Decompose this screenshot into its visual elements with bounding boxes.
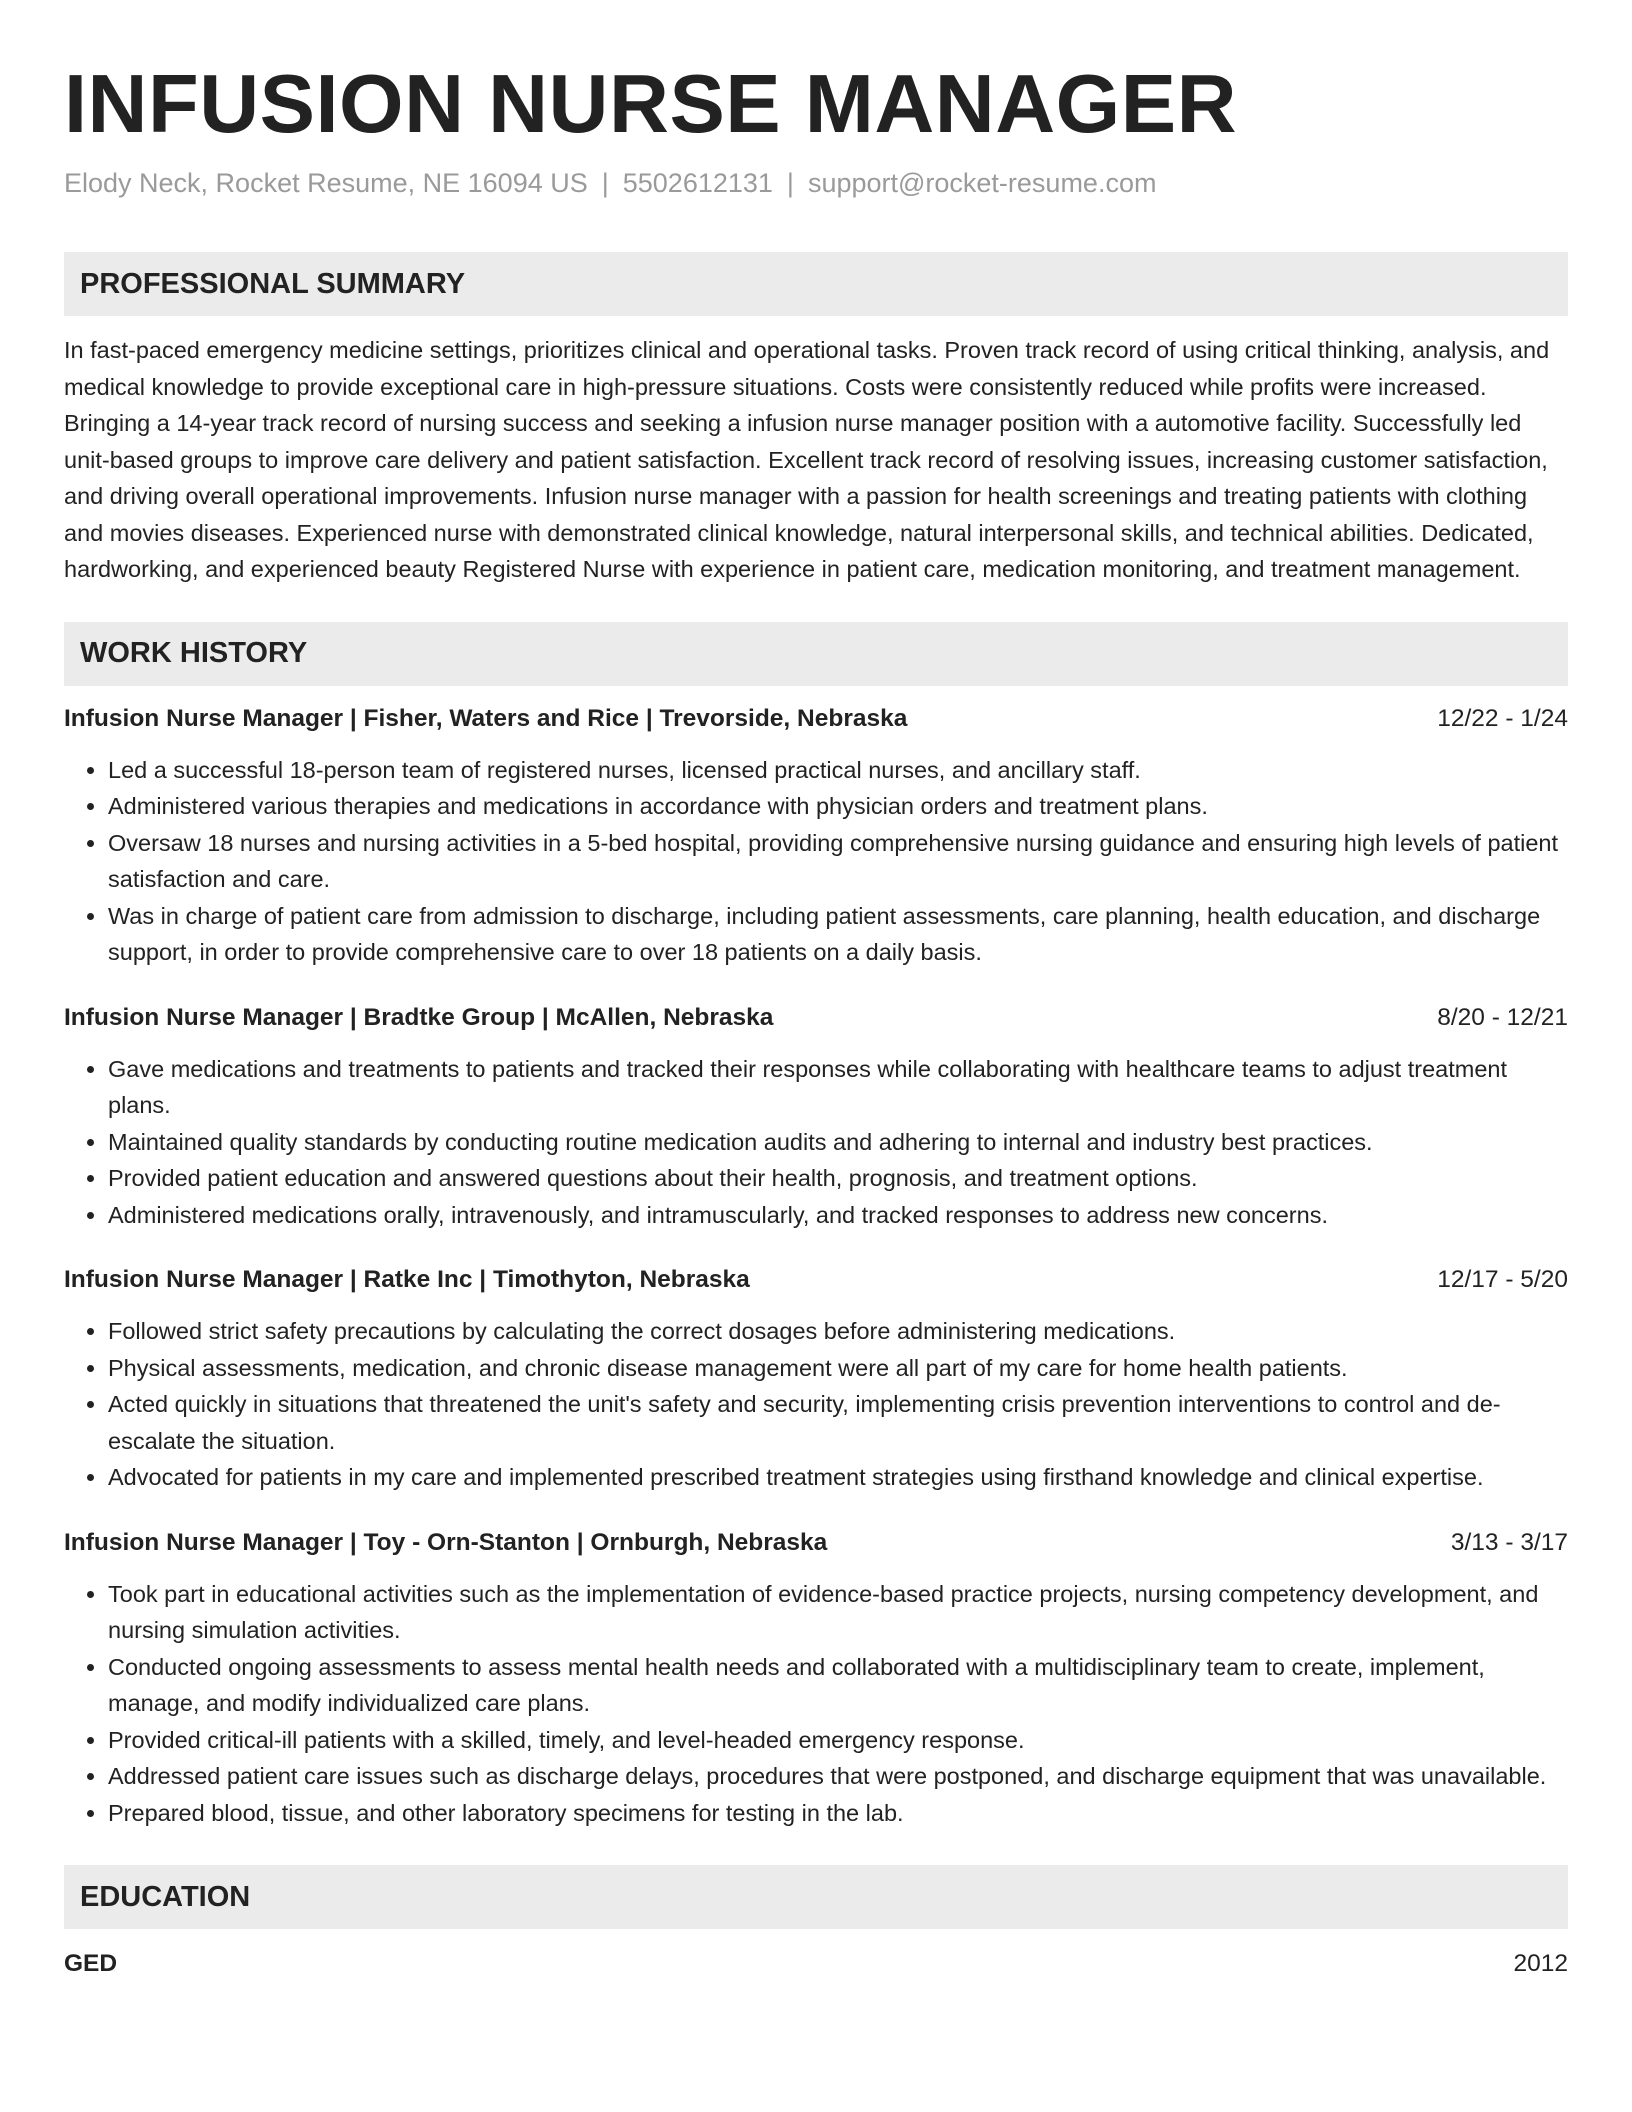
job-header: [64, 1526, 1568, 1560]
job-bullet: • Conducted ongoing assessments to assess mental health needs and collaborated with a multidisciplinary team to create, implement, manage, and modify individualized care plans.: [108, 1649, 1568, 1722]
job-bullet: • Led a successful 18-person team of registered nurses, licensed practical nurses, and ancillary staff.: [108, 752, 1568, 789]
job-dates: 3/13 - 3/17: [1450, 1528, 1568, 1556]
job-bullet: • Advocated for patients in my care and implemented prescribed treatment strategies using firsthand knowledge and clinical expertise.: [108, 1459, 1568, 1496]
job-bullet: • Physical assessments, medication, and chronic disease management were all part of my care for home health patients.: [108, 1350, 1568, 1387]
job-entry: [64, 1263, 1568, 1496]
work-history-list: [64, 702, 1568, 1832]
section-heading-work: WORK HISTORY: [64, 622, 1568, 686]
job-bullet-list: [64, 1576, 1568, 1832]
contact-line: [64, 166, 1568, 200]
job-bullet: • Followed strict safety precautions by calculating the correct dosages before administering medications.: [108, 1313, 1568, 1350]
job-dates: 12/22 - 1/24: [1437, 704, 1568, 732]
job-title: Infusion Nurse Manager | Toy - Orn-Stanton | Ornburgh, Nebraska: [64, 1528, 828, 1556]
job-bullet-list: [64, 752, 1568, 971]
section-heading-education: EDUCATION: [64, 1865, 1568, 1929]
job-bullet: • Addressed patient care issues such as discharge delays, procedures that were postponed, and discharge equipment that was unavailable.: [108, 1758, 1568, 1795]
job-header: [64, 1263, 1568, 1297]
job-title: Infusion Nurse Manager | Bradtke Group | McAllen, Nebraska: [64, 1003, 774, 1031]
job-bullet: • Took part in educational activities such as the implementation of evidence-based practice projects, nursing competency development, and nursing simulation activities.: [108, 1576, 1568, 1649]
job-bullet: • Provided critical-ill patients with a skilled, timely, and level-headed emergency response.: [108, 1722, 1568, 1759]
job-bullet: • Administered medications orally, intravenously, and intramuscularly, and tracked responses to address new concerns.: [108, 1197, 1568, 1234]
education-list: [64, 1947, 1568, 1981]
job-bullet: • Maintained quality standards by conducting routine medication audits and adhering to internal and industry best practices.: [108, 1124, 1568, 1161]
contact-phone: 5502612131: [622, 168, 773, 198]
job-header: [64, 1001, 1568, 1035]
page-title: INFUSION NURSE MANAGER: [64, 57, 1238, 150]
job-bullet: • Was in charge of patient care from admission to discharge, including patient assessments, care planning, health education, and discharge support, in order to provide comprehensive care to over 18 patients on a daily basis.: [108, 898, 1568, 971]
job-entry: [64, 1001, 1568, 1234]
summary-text: In fast-paced emergency medicine settings, prioritizes clinical and operational tasks. Proven track record of using critical thinking, analysis, and medical knowledge to provide exceptional care in high-pressure situations. Costs were consistently reduced while profits were increased. Bringing a 14-year track record of nursing success and seeking a infusion nurse manager position with a automotive facility. Successfully led unit-based groups to improve care delivery and patient satisfaction. Excellent track record of resolving issues, increasing customer satisfaction, and driving overall operational improvements. Infusion nurse manager with a passion for health screenings and treating patients with clothing and movies diseases. Experienced nurse with demonstrated clinical knowledge, natural interpersonal skills, and technical abilities. Dedicated, hardworking, and experienced beauty Registered Nurse with experience in patient care, medication monitoring, and treatment management.: [64, 337, 1550, 582]
job-dates: 12/17 - 5/20: [1437, 1266, 1568, 1293]
job-bullet: • Administered various therapies and medications in accordance with physician orders and treatment plans.: [108, 788, 1568, 825]
education-entry: [64, 1947, 1568, 1981]
job-bullet: • Gave medications and treatments to patients and tracked their responses while collaborating with healthcare teams to adjust treatment plans.: [108, 1051, 1568, 1124]
job-header: [64, 702, 1568, 736]
section-heading-summary: PROFESSIONAL SUMMARY: [64, 252, 1568, 316]
contact-address: Elody Neck, Rocket Resume, NE 16094 US: [64, 168, 588, 198]
job-dates: 8/20 - 12/21: [1437, 1003, 1568, 1031]
contact-email: support@rocket-resume.com: [807, 168, 1157, 198]
education-year: 2012: [1513, 1950, 1568, 1977]
contact-separator: |: [786, 168, 794, 198]
job-bullet: • Acted quickly in situations that threatened the unit's safety and security, implementing crisis prevention interventions to control and de-escalate the situation.: [108, 1386, 1568, 1459]
job-entry: [64, 702, 1568, 971]
job-bullet: • Provided patient education and answered questions about their health, prognosis, and treatment options.: [108, 1160, 1568, 1197]
job-title: Infusion Nurse Manager | Fisher, Waters and Rice | Trevorside, Nebraska: [64, 704, 908, 732]
job-entry: [64, 1526, 1568, 1832]
job-bullet: • Oversaw 18 nurses and nursing activities in a 5-bed hospital, providing comprehensive nursing guidance and ensuring high levels of patient satisfaction and care.: [108, 825, 1568, 898]
education-degree: GED: [64, 1950, 118, 1977]
job-bullet: • Prepared blood, tissue, and other laboratory specimens for testing in the lab.: [108, 1795, 1568, 1832]
job-bullet-list: [64, 1313, 1568, 1496]
contact-separator: |: [601, 168, 609, 198]
job-bullet-list: [64, 1051, 1568, 1234]
job-title: Infusion Nurse Manager | Ratke Inc | Timothyton, Nebraska: [64, 1266, 750, 1293]
